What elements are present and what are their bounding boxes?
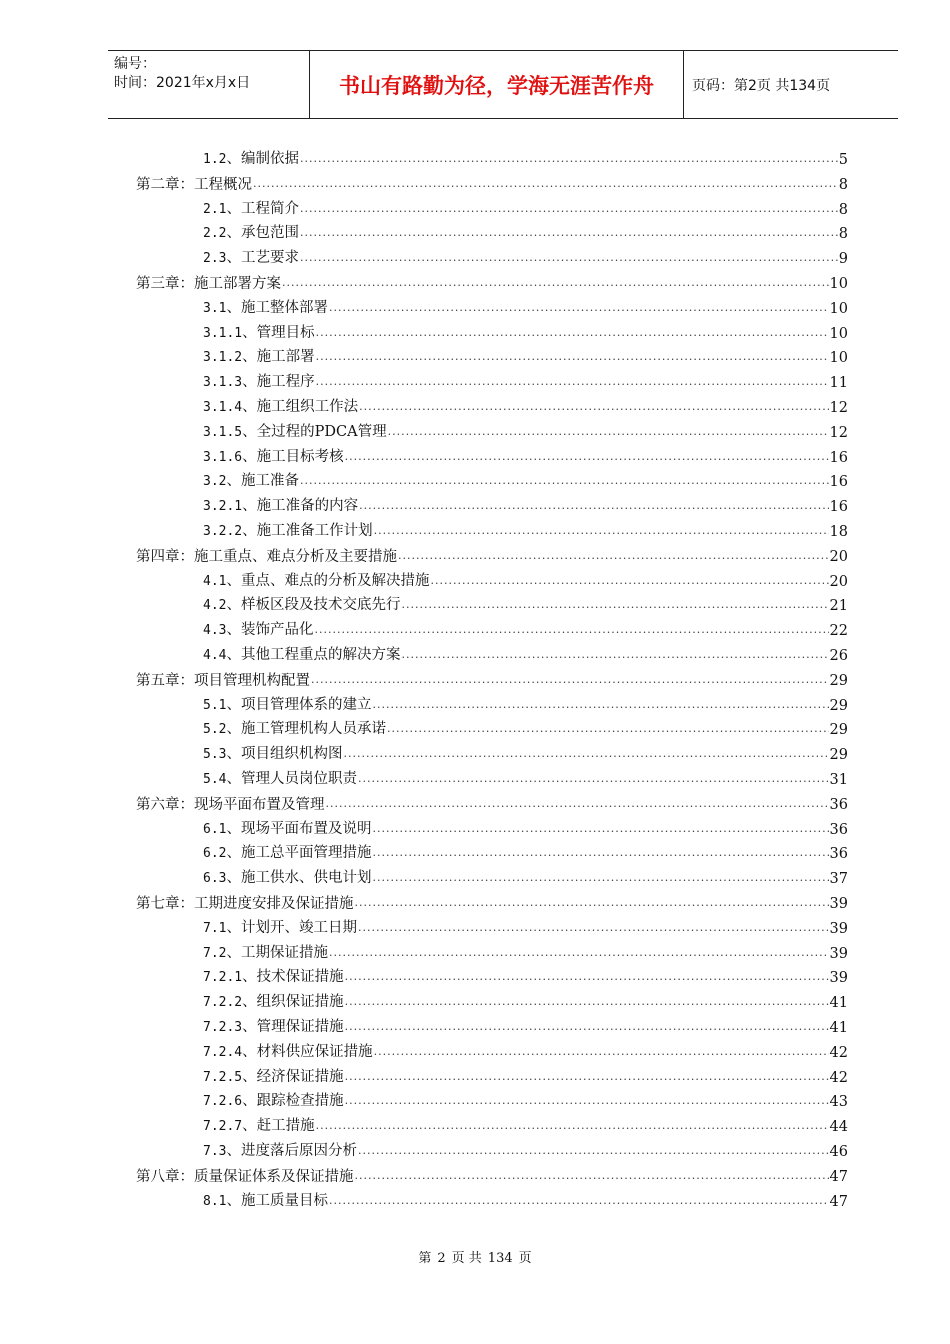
toc-entry-number: 4.4 — [203, 648, 227, 663]
toc-leader-dots — [345, 969, 829, 985]
toc-entry-number: 3.1.4 — [203, 400, 243, 415]
toc-entry-title: 、工程简介 — [226, 200, 299, 217]
toc-entry-title: 、施工总平面管理措施 — [226, 845, 372, 862]
toc-leader-dots — [345, 449, 829, 465]
toc-entry-page: 29 — [829, 747, 848, 764]
toc-entry-title: 、材料供应保证措施 — [242, 1043, 373, 1060]
toc-entry-title: 、全过程的PDCA管理 — [242, 423, 387, 440]
toc-section-entry[interactable] — [203, 1068, 848, 1088]
toc-section-entry[interactable] — [203, 745, 848, 765]
toc-entry-title: 、施工程序 — [242, 374, 315, 391]
toc-leader-dots — [372, 870, 828, 886]
toc-entry-number: 4.1 — [203, 573, 227, 589]
toc-entry-page: 12 — [829, 424, 848, 441]
toc-entry-label — [203, 595, 400, 616]
toc-entry-title: 、编制依据 — [226, 151, 299, 167]
page-info-text: 页码：第2页 共134页 — [692, 77, 831, 94]
toc-entry-number: 3.2 — [203, 474, 227, 490]
toc-entry-page: 8 — [838, 226, 848, 243]
toc-section-entry[interactable] — [203, 1117, 848, 1137]
toc-section-entry[interactable] — [203, 1043, 848, 1063]
toc-entry-title: 第三章：施工部署方案 — [136, 276, 281, 292]
toc-entry-page: 31 — [829, 772, 848, 788]
toc-leader-dots — [300, 225, 838, 241]
toc-entry-label — [203, 571, 429, 592]
toc-entry-title: 、样板区段及技术交底先行 — [226, 597, 401, 614]
toc-entry-page: 47 — [829, 1168, 848, 1185]
toc-section-entry[interactable] — [203, 944, 848, 964]
toc-entry-number: 3.1.6 — [203, 449, 243, 465]
footer-suffix: 页 — [518, 1251, 532, 1266]
toc-entry-number: 3.1.5 — [203, 424, 243, 440]
toc-section-entry[interactable] — [203, 423, 848, 443]
toc-entry-label — [203, 223, 299, 244]
toc-leader-dots — [316, 325, 829, 341]
toc-entry-page: 41 — [829, 995, 848, 1012]
toc-entry-number: 6.3 — [203, 871, 227, 887]
toc-entry-title: 、施工供水、供电计划 — [226, 870, 372, 887]
toc-entry-title: 、装饰产品化 — [226, 622, 314, 639]
toc-entry-label — [203, 149, 299, 170]
toc-entry-number: 7.2.5 — [203, 1069, 243, 1085]
toc-section-entry[interactable] — [203, 720, 848, 740]
toc-section-entry[interactable] — [203, 324, 848, 344]
toc-entry-page: 29 — [829, 722, 848, 739]
toc-entry-label — [203, 695, 371, 716]
toc-chapter-entry[interactable] — [136, 1167, 848, 1187]
toc-section-entry[interactable] — [203, 572, 848, 592]
toc-section-entry[interactable] — [203, 1142, 848, 1162]
toc-leader-dots — [401, 647, 828, 663]
toc-entry-title: 第四章：施工重点、难点分析及主要措施 — [136, 548, 397, 565]
toc-leader-dots — [300, 473, 829, 489]
toc-entry-label — [203, 521, 373, 542]
toc-entry-page: 41 — [829, 1020, 848, 1036]
toc-entry-label — [203, 943, 328, 964]
toc-entry-page: 16 — [829, 499, 848, 516]
toc-entry-number: 7.2.4 — [203, 1044, 243, 1060]
toc-entry-title: 、施工准备 — [226, 473, 299, 490]
toc-entry-title: 第七章：工期进度安排及保证措施 — [136, 896, 354, 912]
toc-entry-number: 5.2 — [203, 722, 227, 738]
motto-text: 书山有路勤为径，学海无涯苦作舟 — [339, 73, 654, 98]
toc-leader-dots — [358, 920, 829, 936]
toc-entry-page: 12 — [829, 400, 848, 416]
toc-entry-label — [203, 967, 344, 988]
toc-leader-dots — [359, 399, 828, 415]
toc-leader-dots — [316, 1118, 829, 1134]
toc-entry-title: 、跟踪检查措施 — [242, 1093, 344, 1110]
toc-entry-title: 、赶工措施 — [242, 1118, 315, 1135]
toc-entry-label — [203, 397, 358, 418]
toc-entry-title: 、计划开、竣工日期 — [226, 919, 357, 936]
toc-entry-page: 42 — [829, 1044, 848, 1061]
footer-prefix: 第 — [418, 1251, 432, 1266]
toc-chapter-entry[interactable] — [136, 175, 848, 195]
toc-entry-number: 7.3 — [203, 1144, 227, 1159]
toc-entry-title: 、技术保证措施 — [242, 969, 344, 986]
toc-section-entry[interactable] — [203, 820, 848, 840]
toc-section-entry[interactable] — [203, 373, 848, 393]
toc-section-entry[interactable] — [203, 497, 848, 517]
toc-leader-dots — [430, 573, 828, 589]
toc-leader-dots — [388, 424, 829, 440]
toc-entry-title: 、工期保证措施 — [226, 944, 328, 961]
toc-entry-page: 16 — [829, 474, 848, 491]
toc-entry-label — [203, 298, 328, 319]
toc-entry-number: 3.2.2 — [203, 524, 243, 539]
toc-entry-number: 6.2 — [203, 846, 227, 862]
toc-entry-page: 43 — [829, 1094, 848, 1111]
toc-leader-dots — [358, 771, 829, 787]
toc-entry-page: 39 — [829, 896, 848, 912]
toc-entry-page: 21 — [829, 598, 848, 615]
toc-entry-title: 、进度落后原因分析 — [226, 1143, 357, 1159]
toc-entry-title: 第二章：工程概况 — [136, 176, 252, 193]
toc-entry-label — [203, 992, 344, 1013]
toc-leader-dots — [345, 994, 829, 1010]
toc-leader-dots — [329, 1193, 829, 1209]
toc-entry-title: 、施工准备的内容 — [242, 498, 359, 515]
toc-entry-number: 7.2.1 — [203, 970, 243, 986]
toc-entry-title: 、其他工程重点的解决方案 — [226, 647, 401, 663]
toc-leader-dots — [253, 176, 838, 192]
toc-entry-label — [203, 347, 315, 368]
toc-section-entry[interactable] — [203, 249, 848, 269]
toc-entry-label — [203, 496, 358, 517]
toc-entry-number: 7.2.7 — [203, 1119, 243, 1135]
toc-entry-label — [136, 795, 325, 815]
toc-entry-label — [203, 620, 313, 641]
toc-entry-label — [203, 422, 387, 443]
toc-entry-label — [203, 918, 357, 939]
toc-section-entry[interactable] — [203, 919, 848, 939]
toc-chapter-entry[interactable] — [136, 795, 848, 815]
toc-leader-dots — [374, 1044, 829, 1060]
toc-entry-page: 9 — [838, 251, 848, 268]
toc-entry-title: 、施工准备工作计划 — [242, 523, 373, 539]
toc-entry-page: 20 — [829, 548, 848, 565]
toc-entry-label — [203, 447, 344, 468]
toc-entry-page: 18 — [829, 524, 848, 540]
toc-entry-page: 36 — [829, 821, 848, 838]
toc-leader-dots — [345, 1019, 829, 1035]
toc-entry-number: 5.3 — [203, 747, 227, 763]
toc-entry-page: 42 — [829, 1069, 848, 1086]
toc-chapter-entry[interactable] — [136, 547, 848, 567]
toc-entry-page: 29 — [829, 672, 848, 689]
toc-entry-number: 1.2 — [203, 152, 227, 167]
toc-entry-label — [203, 1067, 344, 1088]
toc-section-entry[interactable] — [203, 596, 848, 616]
toc-leader-dots — [300, 250, 838, 266]
toc-leader-dots — [401, 597, 828, 613]
toc-section-entry[interactable] — [203, 472, 848, 492]
toc-chapter-entry[interactable] — [136, 894, 848, 914]
toc-leader-dots — [372, 821, 828, 837]
toc-entry-title: 、项目组织机构图 — [226, 746, 343, 763]
header-meta — [108, 51, 310, 118]
toc-entry-title: 第五章：项目管理机构配置 — [136, 672, 310, 689]
toc-entry-number: 3.1.3 — [203, 375, 243, 391]
toc-entry-page: 5 — [838, 152, 848, 168]
toc-entry-page: 8 — [838, 176, 848, 193]
toc-leader-dots — [355, 895, 829, 911]
toc-entry-number: 7.2.6 — [203, 1094, 243, 1110]
toc-entry-label — [203, 1091, 344, 1112]
toc-section-entry[interactable] — [203, 968, 848, 988]
toc-leader-dots — [345, 1069, 829, 1085]
toc-entry-number: 7.2 — [203, 945, 227, 961]
toc-entry-label — [203, 769, 357, 790]
toc-entry-number: 3.1.2 — [203, 350, 243, 366]
toc-section-entry[interactable] — [203, 696, 848, 716]
toc-entry-number: 7.2.2 — [203, 995, 243, 1011]
toc-leader-dots — [345, 1093, 829, 1109]
toc-entry-page: 36 — [829, 846, 848, 863]
toc-entry-number: 4.3 — [203, 623, 227, 639]
toc-leader-dots — [300, 151, 838, 167]
toc-entry-page: 16 — [829, 449, 848, 466]
toc-entry-page: 39 — [829, 920, 848, 937]
toc-leader-dots — [316, 349, 829, 365]
toc-entry-title: 、施工部署 — [242, 349, 315, 366]
toc-entry-number: 6.1 — [203, 821, 227, 837]
toc-entry-label — [136, 547, 397, 567]
toc-leader-dots — [359, 498, 828, 514]
toc-leader-dots — [329, 300, 829, 316]
toc-leader-dots — [358, 1143, 829, 1159]
toc-entry-title: 、现场平面布置及说明 — [226, 820, 372, 837]
toc-entry-number: 2.1 — [203, 201, 227, 217]
toc-leader-dots — [374, 523, 829, 539]
toc-section-entry[interactable] — [203, 646, 848, 666]
toc-entry-page: 39 — [829, 970, 848, 987]
toc-section-entry[interactable] — [203, 348, 848, 368]
toc-entry-label — [136, 175, 252, 195]
toc-entry-title: 、组织保证措施 — [242, 994, 344, 1011]
toc-entry-label — [203, 819, 371, 840]
toc-section-entry[interactable] — [203, 299, 848, 319]
toc-entry-label — [203, 719, 386, 740]
toc-section-entry[interactable] — [203, 869, 848, 889]
toc-section-entry[interactable] — [203, 150, 848, 170]
header-motto — [310, 51, 684, 118]
toc-entry-number: 7.2.3 — [203, 1020, 243, 1035]
toc-entry-title: 、管理人员岗位职责 — [226, 771, 357, 787]
toc-section-entry[interactable] — [203, 1018, 848, 1038]
toc-entry-label — [203, 868, 371, 889]
toc-section-entry[interactable] — [203, 1092, 848, 1112]
toc-entry-number: 5.1 — [203, 697, 227, 713]
toc-entry-page: 10 — [829, 350, 848, 367]
toc-entry-label — [203, 1116, 315, 1137]
toc-entry-number: 8.1 — [203, 1193, 227, 1209]
toc-section-entry[interactable] — [203, 522, 848, 542]
toc-leader-dots — [372, 697, 828, 713]
toc-entry-label — [136, 671, 310, 691]
toc-entry-number: 2.3 — [203, 251, 227, 267]
toc-chapter-entry[interactable] — [136, 274, 848, 294]
toc-section-entry[interactable] — [203, 993, 848, 1013]
toc-entry-title: 、施工整体部署 — [226, 299, 328, 316]
toc-entry-page: 36 — [829, 796, 848, 813]
toc-entry-label — [203, 471, 299, 492]
footer-page-number: 2 — [437, 1251, 446, 1266]
toc-entry-number: 7.1 — [203, 920, 227, 936]
toc-section-entry[interactable] — [203, 1192, 848, 1212]
toc-section-entry[interactable] — [203, 200, 848, 220]
document-number-label: 编号： — [114, 56, 156, 72]
toc-entry-label — [203, 323, 315, 344]
toc-leader-dots — [355, 1168, 829, 1184]
toc-entry-page: 8 — [838, 201, 848, 218]
toc-entry-label — [203, 372, 315, 393]
toc-entry-title: 、项目管理体系的建立 — [226, 696, 372, 713]
toc-entry-page: 37 — [829, 871, 848, 888]
toc-entry-label — [203, 1017, 344, 1038]
toc-entry-page: 10 — [829, 325, 848, 342]
toc-entry-page: 10 — [829, 276, 848, 292]
toc-entry-label — [203, 843, 371, 864]
toc-entry-title: 、承包范围 — [226, 225, 299, 242]
toc-entry-label — [203, 199, 299, 220]
header-page-info — [684, 51, 898, 118]
toc-section-entry[interactable] — [203, 224, 848, 244]
toc-entry-page: 11 — [829, 375, 848, 392]
toc-entry-label — [203, 645, 400, 666]
toc-entry-page: 10 — [829, 300, 848, 317]
toc-entry-page: 39 — [829, 945, 848, 962]
toc-entry-title: 、工艺要求 — [226, 250, 299, 267]
toc-entry-number: 3.1 — [203, 300, 227, 316]
toc-section-entry[interactable] — [203, 448, 848, 468]
toc-section-entry[interactable] — [203, 621, 848, 641]
toc-entry-number: 3.2.1 — [203, 499, 243, 515]
toc-entry-number: 2.2 — [203, 226, 227, 242]
toc-entry-title: 、管理目标 — [242, 324, 315, 341]
toc-leader-dots — [343, 746, 828, 762]
toc-section-entry[interactable] — [203, 770, 848, 790]
toc-leader-dots — [300, 201, 838, 217]
toc-leader-dots — [282, 275, 829, 291]
toc-entry-title: 第六章：现场平面布置及管理 — [136, 796, 325, 813]
page-footer — [0, 1247, 950, 1266]
toc-section-entry[interactable] — [203, 398, 848, 418]
toc-entry-title: 、施工组织工作法 — [242, 399, 359, 415]
toc-leader-dots — [387, 721, 829, 737]
toc-entry-page: 29 — [829, 697, 848, 714]
toc-entry-title: 、重点、难点的分析及解决措施 — [226, 572, 430, 589]
toc-leader-dots — [398, 548, 829, 564]
toc-chapter-entry[interactable] — [136, 671, 848, 691]
toc-entry-title: 第八章：质量保证体系及保证措施 — [136, 1168, 354, 1185]
toc-entry-label — [203, 248, 299, 269]
toc-section-entry[interactable] — [203, 844, 848, 864]
toc-entry-title: 、经济保证措施 — [242, 1068, 344, 1085]
toc-entry-label — [203, 744, 342, 765]
toc-entry-label — [203, 1141, 357, 1162]
page-header — [108, 50, 898, 119]
toc-entry-page: 44 — [829, 1119, 848, 1136]
footer-middle: 页 共 — [451, 1251, 482, 1266]
toc-entry-title: 、施工质量目标 — [226, 1192, 328, 1209]
toc-leader-dots — [311, 672, 829, 688]
toc-entry-title: 、管理保证措施 — [242, 1019, 344, 1035]
toc-entry-label — [136, 894, 354, 914]
toc-leader-dots — [329, 945, 829, 961]
toc-entry-number: 3.1.1 — [203, 325, 243, 341]
toc-entry-page: 26 — [829, 648, 848, 664]
toc-entry-label — [136, 274, 281, 294]
toc-entry-title: 、施工管理机构人员承诺 — [226, 721, 386, 738]
toc-entry-label — [203, 1042, 373, 1063]
toc-entry-page: 46 — [829, 1144, 848, 1160]
toc-entry-title: 、施工目标考核 — [242, 448, 344, 465]
toc-entry-label — [136, 1167, 354, 1187]
toc-entry-page: 20 — [829, 573, 848, 590]
toc-entry-number: 5.4 — [203, 772, 227, 787]
toc-entry-page: 47 — [829, 1193, 848, 1210]
toc-leader-dots — [326, 796, 829, 812]
toc-leader-dots — [316, 374, 829, 390]
toc-entry-label — [203, 1191, 328, 1212]
toc-leader-dots — [314, 622, 828, 638]
footer-total-pages: 134 — [487, 1251, 513, 1266]
toc-entry-page: 22 — [829, 623, 848, 640]
toc-leader-dots — [372, 845, 828, 861]
document-time: 时间：2021年x月x日 — [114, 75, 251, 91]
toc-entry-number: 4.2 — [203, 598, 227, 614]
